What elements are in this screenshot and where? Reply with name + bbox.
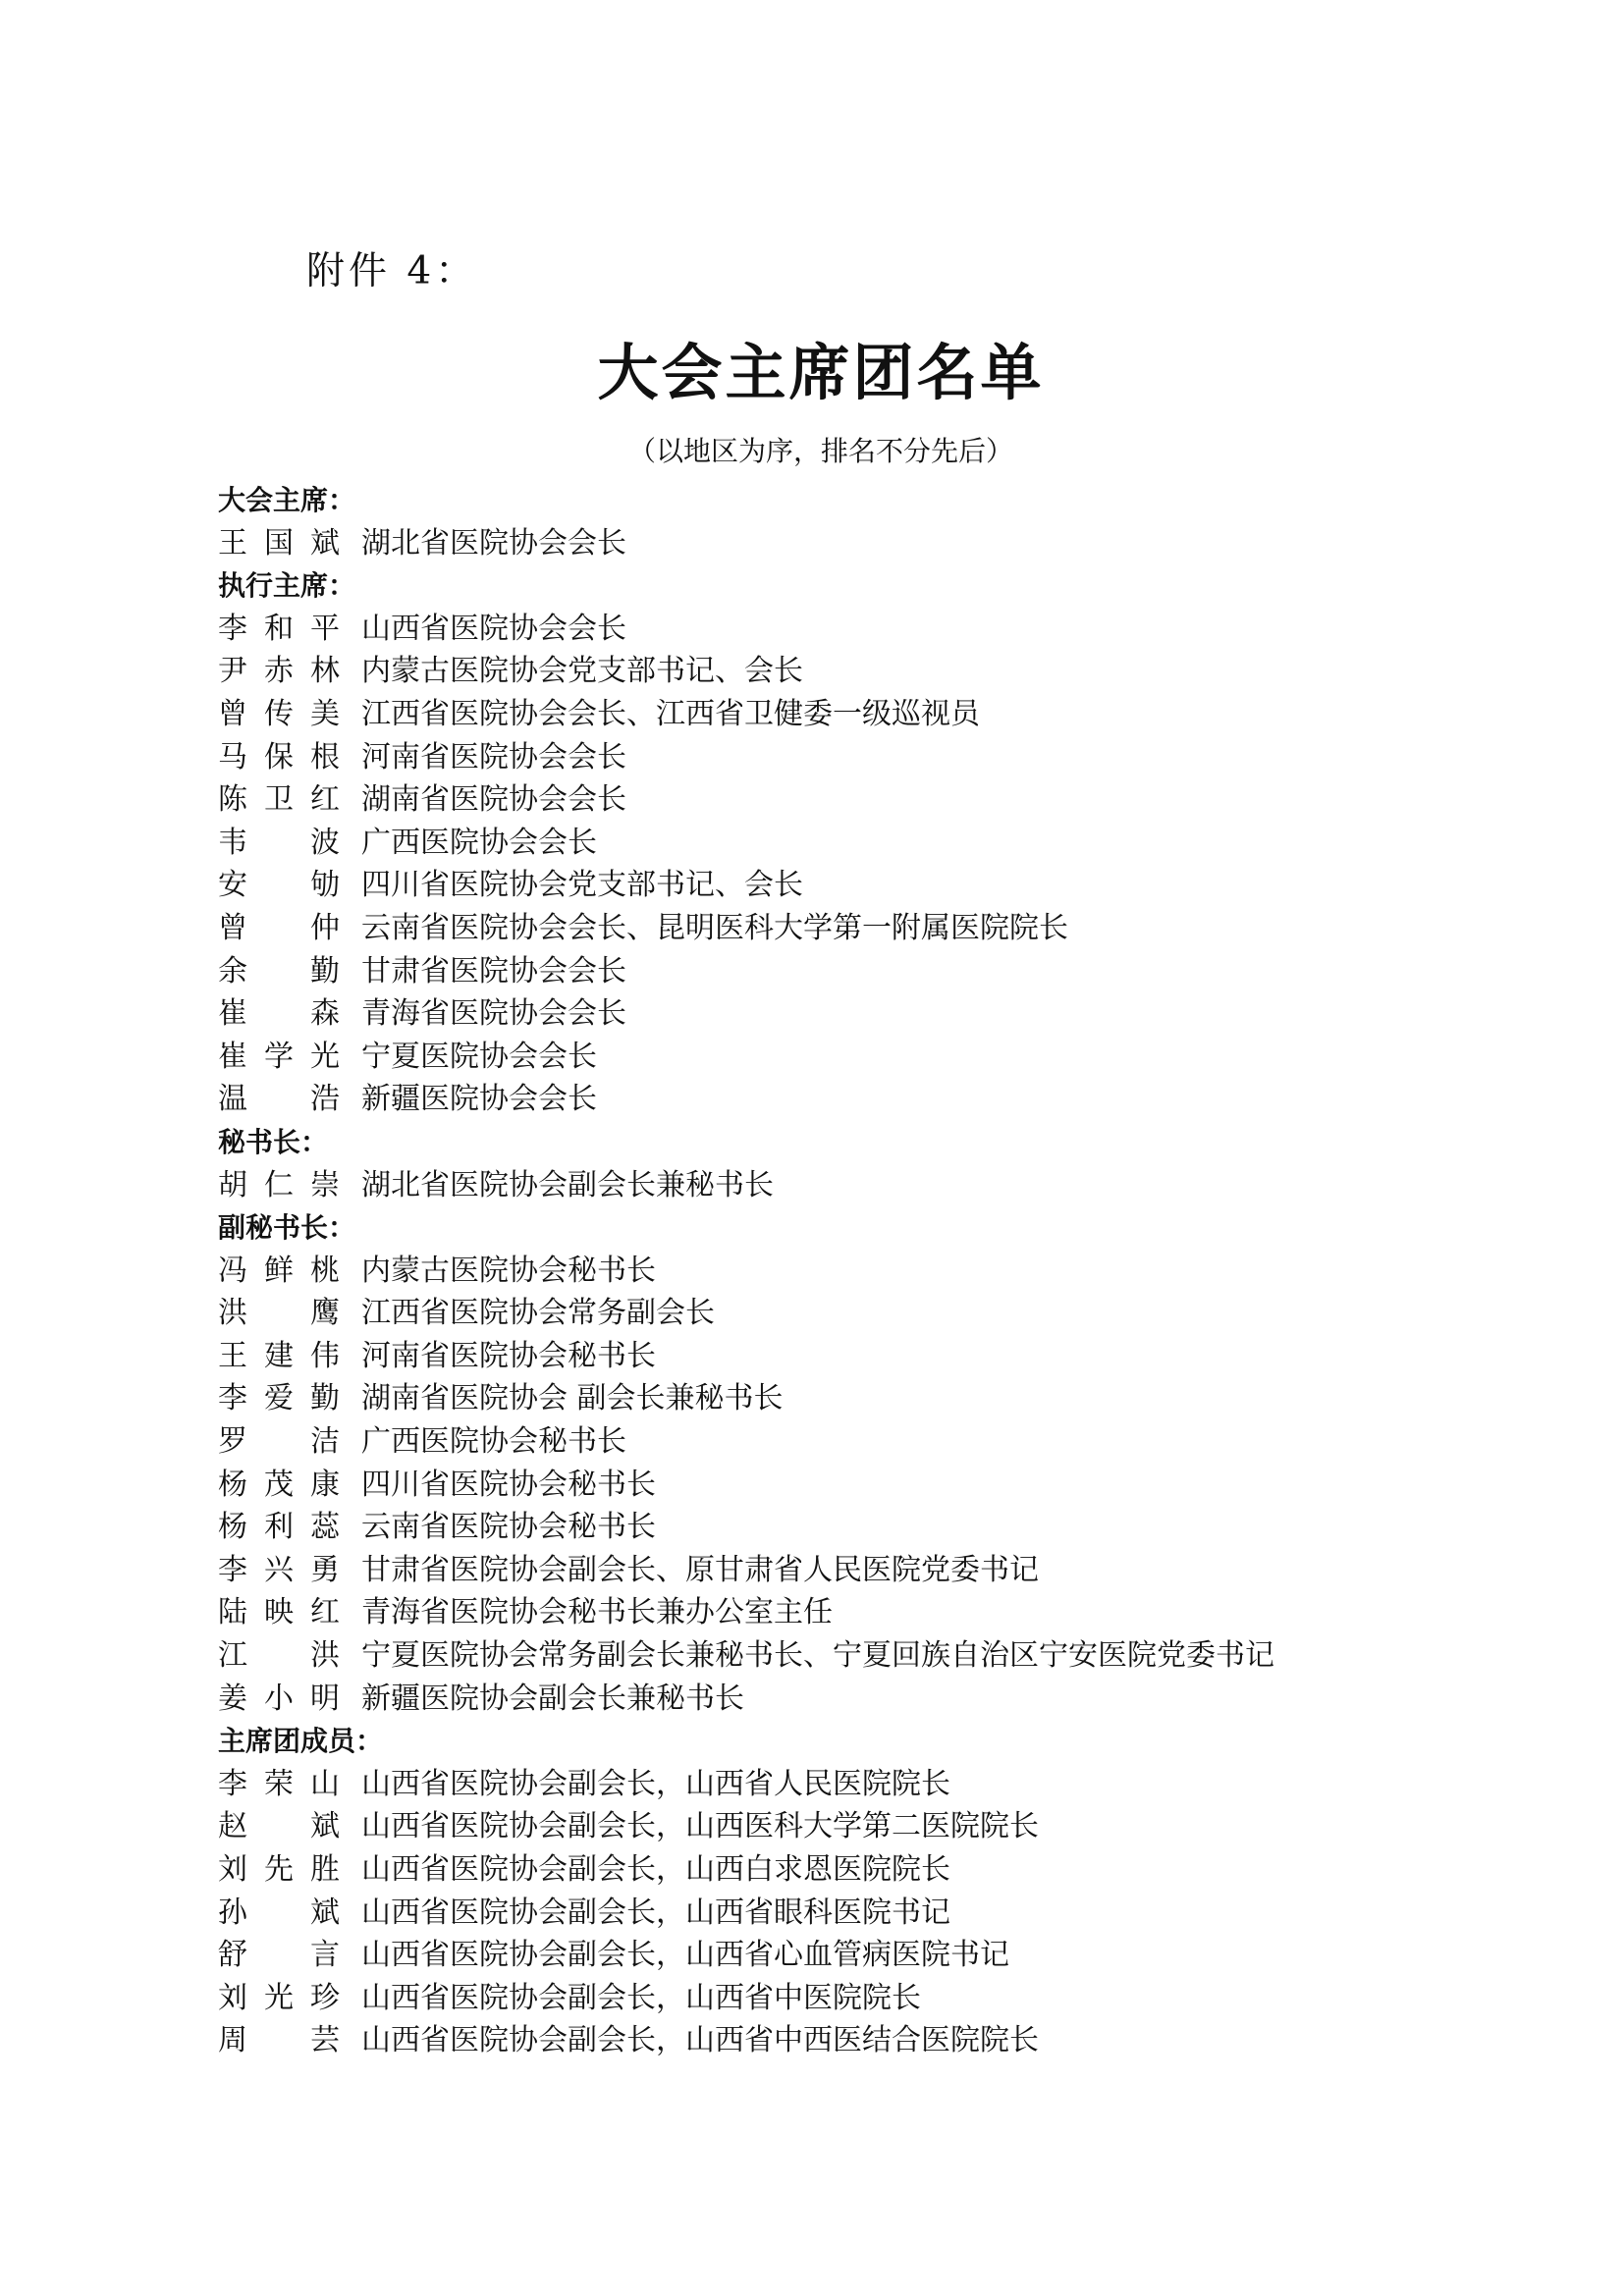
member-name: 安 劬	[218, 868, 340, 903]
member-name: 马保根	[218, 739, 340, 774]
member-name: 李兴勇	[218, 1552, 340, 1587]
member-row	[218, 1934, 1593, 1977]
member-name: 李爱勤	[218, 1381, 340, 1416]
member-role: 甘肃省医院协会副会长、原甘肃省人民医院党委书记	[361, 1552, 1039, 1587]
member-role: 四川省医院协会党支部书记、会长	[361, 868, 803, 903]
member-row	[218, 1977, 1593, 2020]
member-name: 王建伟	[218, 1338, 340, 1373]
section-heading-secretary-general: 秘书长：	[218, 1125, 329, 1158]
member-name: 王国斌	[218, 525, 340, 561]
member-row	[218, 1036, 1593, 1079]
section-heading-executive-chairmen: 执行主席：	[218, 569, 356, 603]
member-name: 曾传美	[218, 696, 340, 731]
member-role: 山西省医院协会副会长，山西白求恩医院院长	[361, 1852, 950, 1887]
member-row	[218, 950, 1593, 993]
member-row	[218, 1420, 1593, 1464]
member-row	[218, 1164, 1593, 1207]
member-row	[218, 992, 1593, 1036]
member-role: 山西省医院协会副会长，山西医科大学第二医院院长	[361, 1809, 1039, 1844]
member-name: 杨利蕊	[218, 1510, 340, 1545]
member-role: 青海省医院协会会长	[361, 996, 626, 1032]
member-row	[218, 864, 1593, 907]
member-role: 内蒙古医院协会党支部书记、会长	[361, 654, 803, 689]
member-role: 宁夏医院协会会长	[361, 1039, 597, 1074]
member-role: 云南省医院协会秘书长	[361, 1510, 656, 1545]
member-name: 余 勤	[218, 953, 340, 988]
member-role: 青海省医院协会秘书长兼办公室主任	[361, 1595, 833, 1630]
member-name: 李和平	[218, 611, 340, 646]
member-role: 江西省医院协会会长、江西省卫健委一级巡视员	[361, 696, 980, 731]
member-role: 宁夏医院协会常务副会长兼秘书长、宁夏回族自治区宁安医院党委书记	[361, 1638, 1274, 1674]
member-row	[218, 1250, 1593, 1293]
member-name: 崔学光	[218, 1039, 340, 1074]
member-role: 山西省医院协会副会长，山西省中西医结合医院院长	[361, 2023, 1039, 2058]
member-role: 湖北省医院协会会长	[361, 525, 626, 561]
member-row	[218, 1078, 1593, 1121]
member-row	[218, 522, 1593, 565]
member-role: 河南省医院协会秘书长	[361, 1338, 656, 1373]
member-name: 李荣山	[218, 1766, 340, 1801]
member-name: 周 芸	[218, 2023, 340, 2058]
member-name: 崔 森	[218, 996, 340, 1032]
member-row	[218, 1892, 1593, 1935]
member-row	[218, 736, 1593, 779]
member-name: 舒 言	[218, 1938, 340, 1973]
member-name: 罗 洁	[218, 1424, 340, 1460]
member-row	[218, 1292, 1593, 1335]
member-role: 山西省医院协会副会长，山西省中医院院长	[361, 1980, 921, 2015]
member-name: 赵 斌	[218, 1809, 340, 1844]
member-role: 山西省医院协会副会长，山西省人民医院院长	[361, 1766, 950, 1801]
member-name: 刘先胜	[218, 1852, 340, 1887]
member-role: 新疆医院协会副会长兼秘书长	[361, 1681, 744, 1716]
member-row	[218, 1549, 1593, 1592]
member-row	[218, 1335, 1593, 1378]
member-name: 胡仁崇	[218, 1167, 340, 1202]
member-name: 刘光珍	[218, 1980, 340, 2015]
member-name: 陈卫红	[218, 782, 340, 818]
member-role: 广西医院协会会长	[361, 825, 597, 860]
member-row	[218, 1805, 1593, 1848]
member-role: 湖南省医院协会会长	[361, 782, 626, 818]
member-name: 陆映红	[218, 1595, 340, 1630]
member-role: 新疆医院协会会长	[361, 1082, 597, 1117]
member-row	[218, 1763, 1593, 1806]
document-subtitle: （以地区为序，排名不分先后）	[627, 435, 1013, 467]
member-name: 尹赤林	[218, 654, 340, 689]
member-row	[218, 1678, 1593, 1721]
member-row	[218, 693, 1593, 736]
member-role: 湖南省医院协会 副会长兼秘书长	[361, 1381, 784, 1416]
member-role: 甘肃省医院协会会长	[361, 953, 626, 988]
member-row	[218, 1848, 1593, 1892]
member-row	[218, 1377, 1593, 1420]
member-row	[218, 1506, 1593, 1549]
member-row	[218, 822, 1593, 865]
member-row	[218, 608, 1593, 651]
member-row	[218, 2019, 1593, 2062]
member-row	[218, 1634, 1593, 1678]
section-heading-deputy-secretaries-general: 副秘书长：	[218, 1211, 356, 1245]
member-name: 洪 鹰	[218, 1296, 340, 1331]
member-role: 湖北省医院协会副会长兼秘书长	[361, 1167, 774, 1202]
member-name: 冯鲜桃	[218, 1253, 340, 1288]
member-name: 曾 仲	[218, 910, 340, 945]
member-name: 姜小明	[218, 1681, 340, 1716]
member-row	[218, 778, 1593, 822]
member-name: 江 洪	[218, 1638, 340, 1674]
member-role: 山西省医院协会副会长，山西省心血管病医院书记	[361, 1938, 1009, 1973]
member-name: 孙 斌	[218, 1895, 340, 1930]
member-role: 四川省医院协会秘书长	[361, 1467, 656, 1502]
member-name: 温 浩	[218, 1082, 340, 1117]
member-name: 韦 波	[218, 825, 340, 860]
member-role: 广西医院协会秘书长	[361, 1424, 626, 1460]
document-title: 大会主席团名单	[597, 337, 1045, 408]
member-role: 河南省医院协会会长	[361, 739, 626, 774]
presidium-list	[218, 479, 1593, 2062]
section-heading-chairman: 大会主席：	[218, 484, 356, 516]
attachment-label: 附件 4：	[306, 249, 478, 294]
member-row	[218, 1464, 1593, 1507]
member-role: 山西省医院协会副会长，山西省眼科医院书记	[361, 1895, 950, 1930]
member-name: 杨茂康	[218, 1467, 340, 1502]
member-role: 内蒙古医院协会秘书长	[361, 1253, 656, 1288]
member-role: 云南省医院协会会长、昆明医科大学第一附属医院院长	[361, 910, 1068, 945]
member-row	[218, 907, 1593, 950]
member-row	[218, 650, 1593, 693]
member-row	[218, 1591, 1593, 1634]
member-role: 江西省医院协会常务副会长	[361, 1296, 715, 1331]
member-role: 山西省医院协会会长	[361, 611, 626, 646]
section-heading-presidium-members: 主席团成员：	[218, 1725, 384, 1758]
